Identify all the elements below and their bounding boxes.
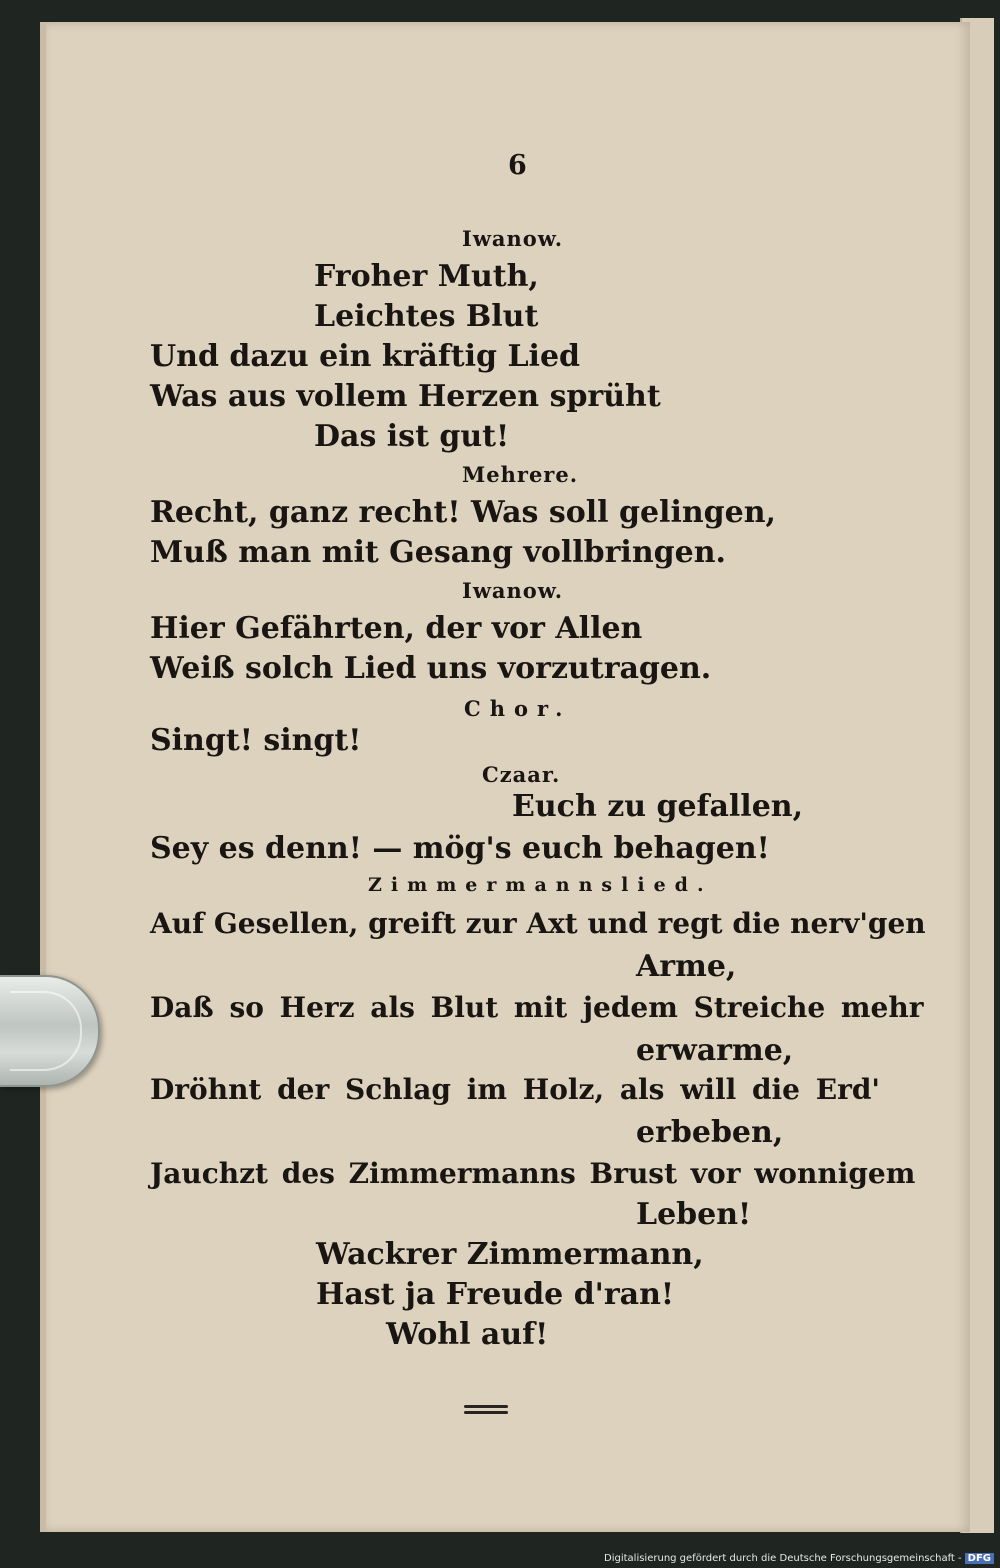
verse-line: Sey es denn! — mög's euch behagen!	[150, 831, 770, 866]
verse-line-continuation: erwarme,	[636, 1033, 794, 1068]
credit-text: Digitalisierung gefördert durch die Deutsche Forschungsgemeinschaft -	[604, 1553, 962, 1564]
verse-line: Leichtes Blut	[314, 299, 539, 334]
verse-line: Wohl auf!	[386, 1317, 549, 1352]
verse-line: Was aus vollem Herzen sprüht	[150, 379, 661, 414]
dfg-logo: DFG	[965, 1553, 994, 1564]
verse-line-continuation: erbeben,	[636, 1115, 784, 1150]
verse-line: Dröhnt der Schlag im Holz, als will die Erd'	[150, 1073, 880, 1106]
verse-line: Hier Gefährten, der vor Allen	[150, 611, 643, 646]
speaker-iwanow: Iwanow.	[462, 578, 564, 603]
speaker-chor: Chor.	[464, 696, 572, 721]
digitization-credit	[604, 1553, 994, 1564]
verse-line: Weiß solch Lied uns vorzutragen.	[150, 651, 712, 686]
verse-line: Muß man mit Gesang vollbringen.	[150, 535, 726, 570]
verse-line: Recht, ganz recht! Was soll gelingen,	[150, 495, 776, 530]
verse-line: Daß so Herz als Blut mit jedem Streiche mehr	[150, 991, 924, 1024]
page-gutter	[40, 22, 46, 1532]
song-title: Zimmermannslied.	[368, 874, 713, 896]
verse-line-continuation: Arme,	[636, 949, 737, 984]
verse-line: Jauchzt des Zimmermanns Brust vor wonnigem	[150, 1157, 916, 1190]
page-clip	[0, 975, 100, 1087]
verse-line: Hast ja Freude d'ran!	[316, 1277, 675, 1312]
verse-line: Und dazu ein kräftig Lied	[150, 339, 581, 374]
verse-line: Froher Muth,	[314, 259, 539, 294]
verse-line-continuation: Leben!	[636, 1197, 752, 1232]
page-number: 6	[508, 150, 527, 181]
verse-line: Das ist gut!	[314, 419, 510, 454]
verse-line: Auf Gesellen, greift zur Axt und regt die nerv'gen	[150, 907, 926, 940]
closing-ornament	[464, 1405, 508, 1419]
verse-line: Singt! singt!	[150, 723, 362, 758]
speaker-czaar: Czaar.	[482, 762, 561, 787]
speaker-mehrere: Mehrere.	[462, 462, 579, 487]
verse-line: Euch zu gefallen,	[512, 789, 804, 824]
speaker-iwanow: Iwanow.	[462, 226, 564, 251]
verse-line: Wackrer Zimmermann,	[316, 1237, 704, 1272]
